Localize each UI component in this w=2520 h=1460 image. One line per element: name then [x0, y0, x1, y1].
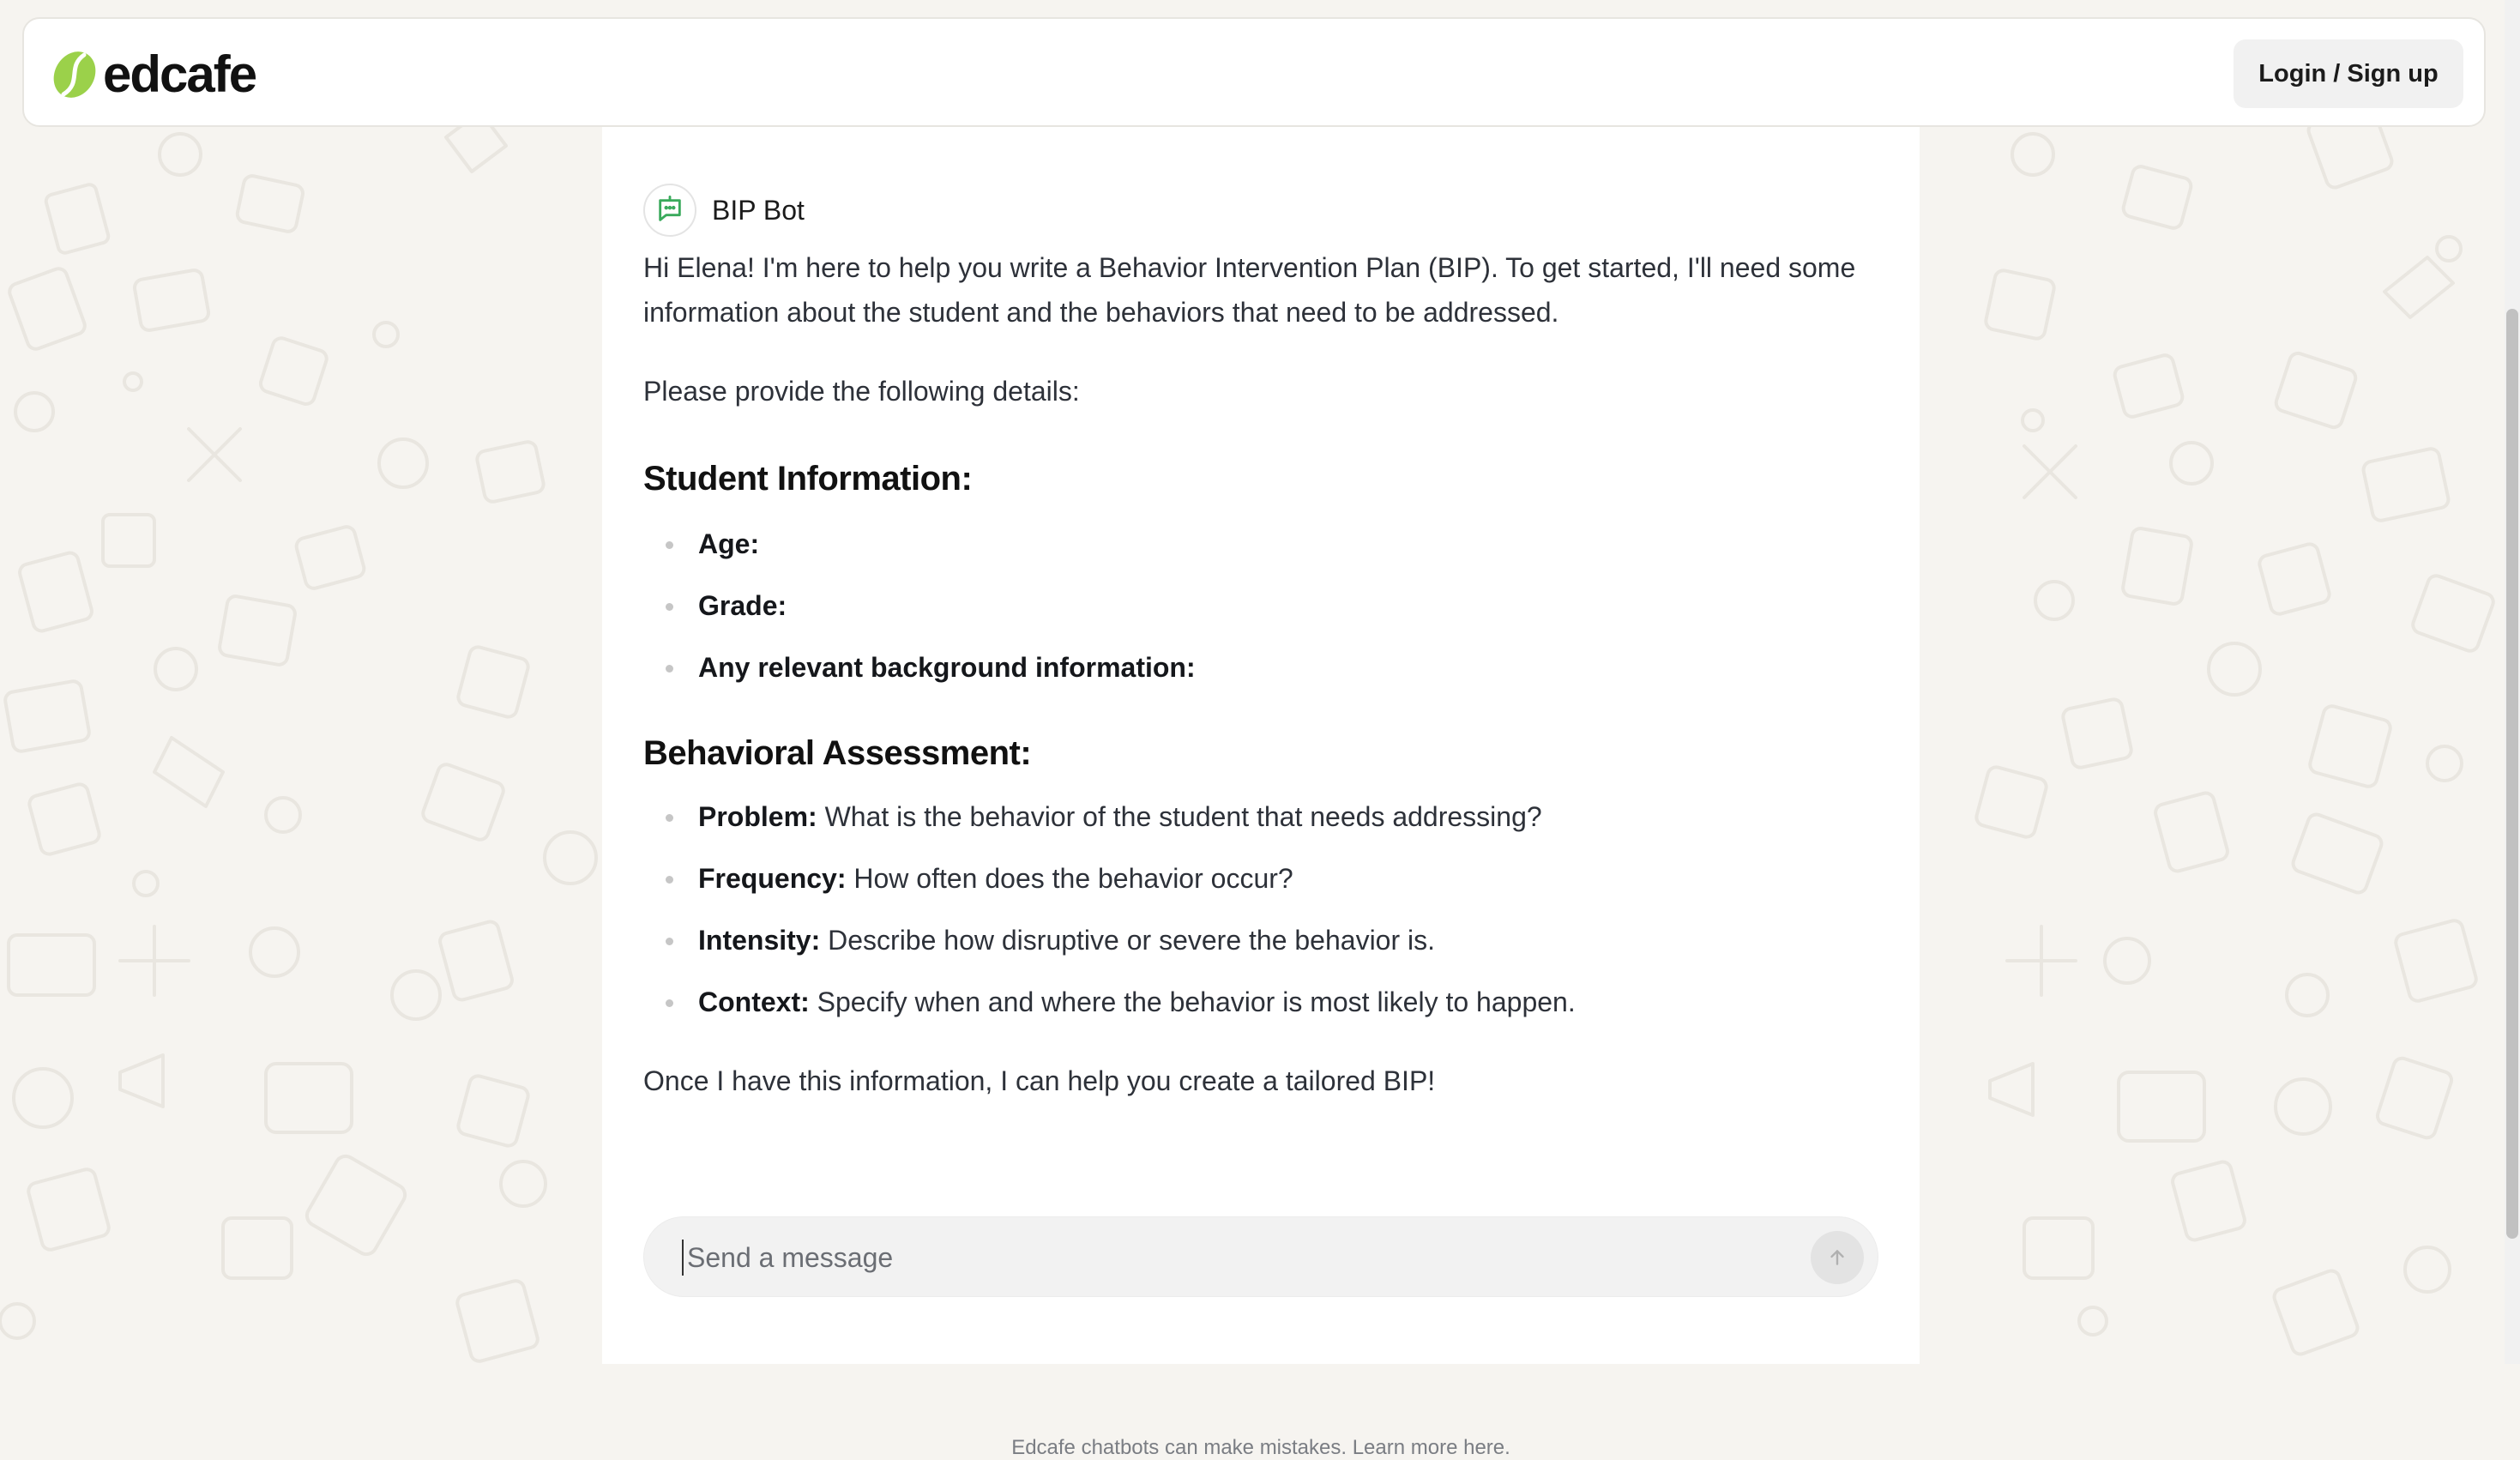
- item-label: Problem:: [698, 801, 817, 832]
- bot-message: [643, 245, 1878, 1103]
- coffee-bean-icon: [50, 48, 99, 101]
- top-header: [22, 17, 2486, 127]
- list-item: [698, 980, 1878, 1024]
- list-item: [698, 645, 1878, 690]
- list-item: [698, 918, 1878, 962]
- bot-avatar: [643, 184, 696, 237]
- message-prompt: Please provide the following details:: [643, 376, 1080, 407]
- item-text: Specify when and where the behavior is most likely to happen.: [809, 986, 1576, 1017]
- message-intro: Hi Elena! I'm here to help you write a Behavior Intervention Plan (BIP). To get started, I'll need some information about the student and the behaviors that need to be addressed.: [643, 252, 1856, 328]
- message-input[interactable]: [682, 1240, 1787, 1276]
- bot-header: [643, 184, 805, 237]
- student-information-list: [643, 522, 1878, 690]
- message-composer: [643, 1216, 1878, 1297]
- section-heading-student-information: Student Information:: [643, 460, 973, 498]
- item-label: Context:: [698, 986, 810, 1017]
- disclaimer-text[interactable]: Edcafe chatbots can make mistakes. Learn more here.: [1011, 1436, 1510, 1459]
- item-text: What is the behavior of the student that needs addressing?: [817, 801, 1542, 832]
- list-item: [698, 522, 1878, 566]
- chat-panel: [602, 127, 1920, 1459]
- message-closing: Once I have this information, I can help you create a tailored BIP!: [643, 1065, 1436, 1096]
- arrow-up-icon: [1826, 1246, 1848, 1269]
- list-item: [698, 856, 1878, 901]
- chat-bubble-icon: [655, 196, 684, 225]
- item-label: Any relevant background information:: [698, 652, 1196, 683]
- item-text: How often does the behavior occur?: [846, 863, 1293, 894]
- send-button[interactable]: [1811, 1231, 1864, 1284]
- list-item: [698, 794, 1878, 839]
- list-item: [698, 583, 1878, 628]
- edcafe-logo[interactable]: [50, 45, 256, 105]
- scrollbar-thumb[interactable]: [2506, 309, 2518, 1239]
- bot-name: BIP Bot: [712, 194, 805, 226]
- item-label: Frequency:: [698, 863, 847, 894]
- login-signup-button[interactable]: Login / Sign up: [2234, 39, 2463, 108]
- section-heading-behavioral-assessment: Behavioral Assessment:: [643, 734, 1032, 772]
- behavioral-assessment-list: [643, 794, 1878, 1024]
- item-label: Age:: [698, 528, 760, 559]
- item-label: Grade:: [698, 590, 787, 621]
- item-text: Describe how disruptive or severe the behavior is.: [820, 925, 1436, 956]
- item-label: Intensity:: [698, 925, 821, 956]
- logo-text: edcafe: [103, 45, 256, 103]
